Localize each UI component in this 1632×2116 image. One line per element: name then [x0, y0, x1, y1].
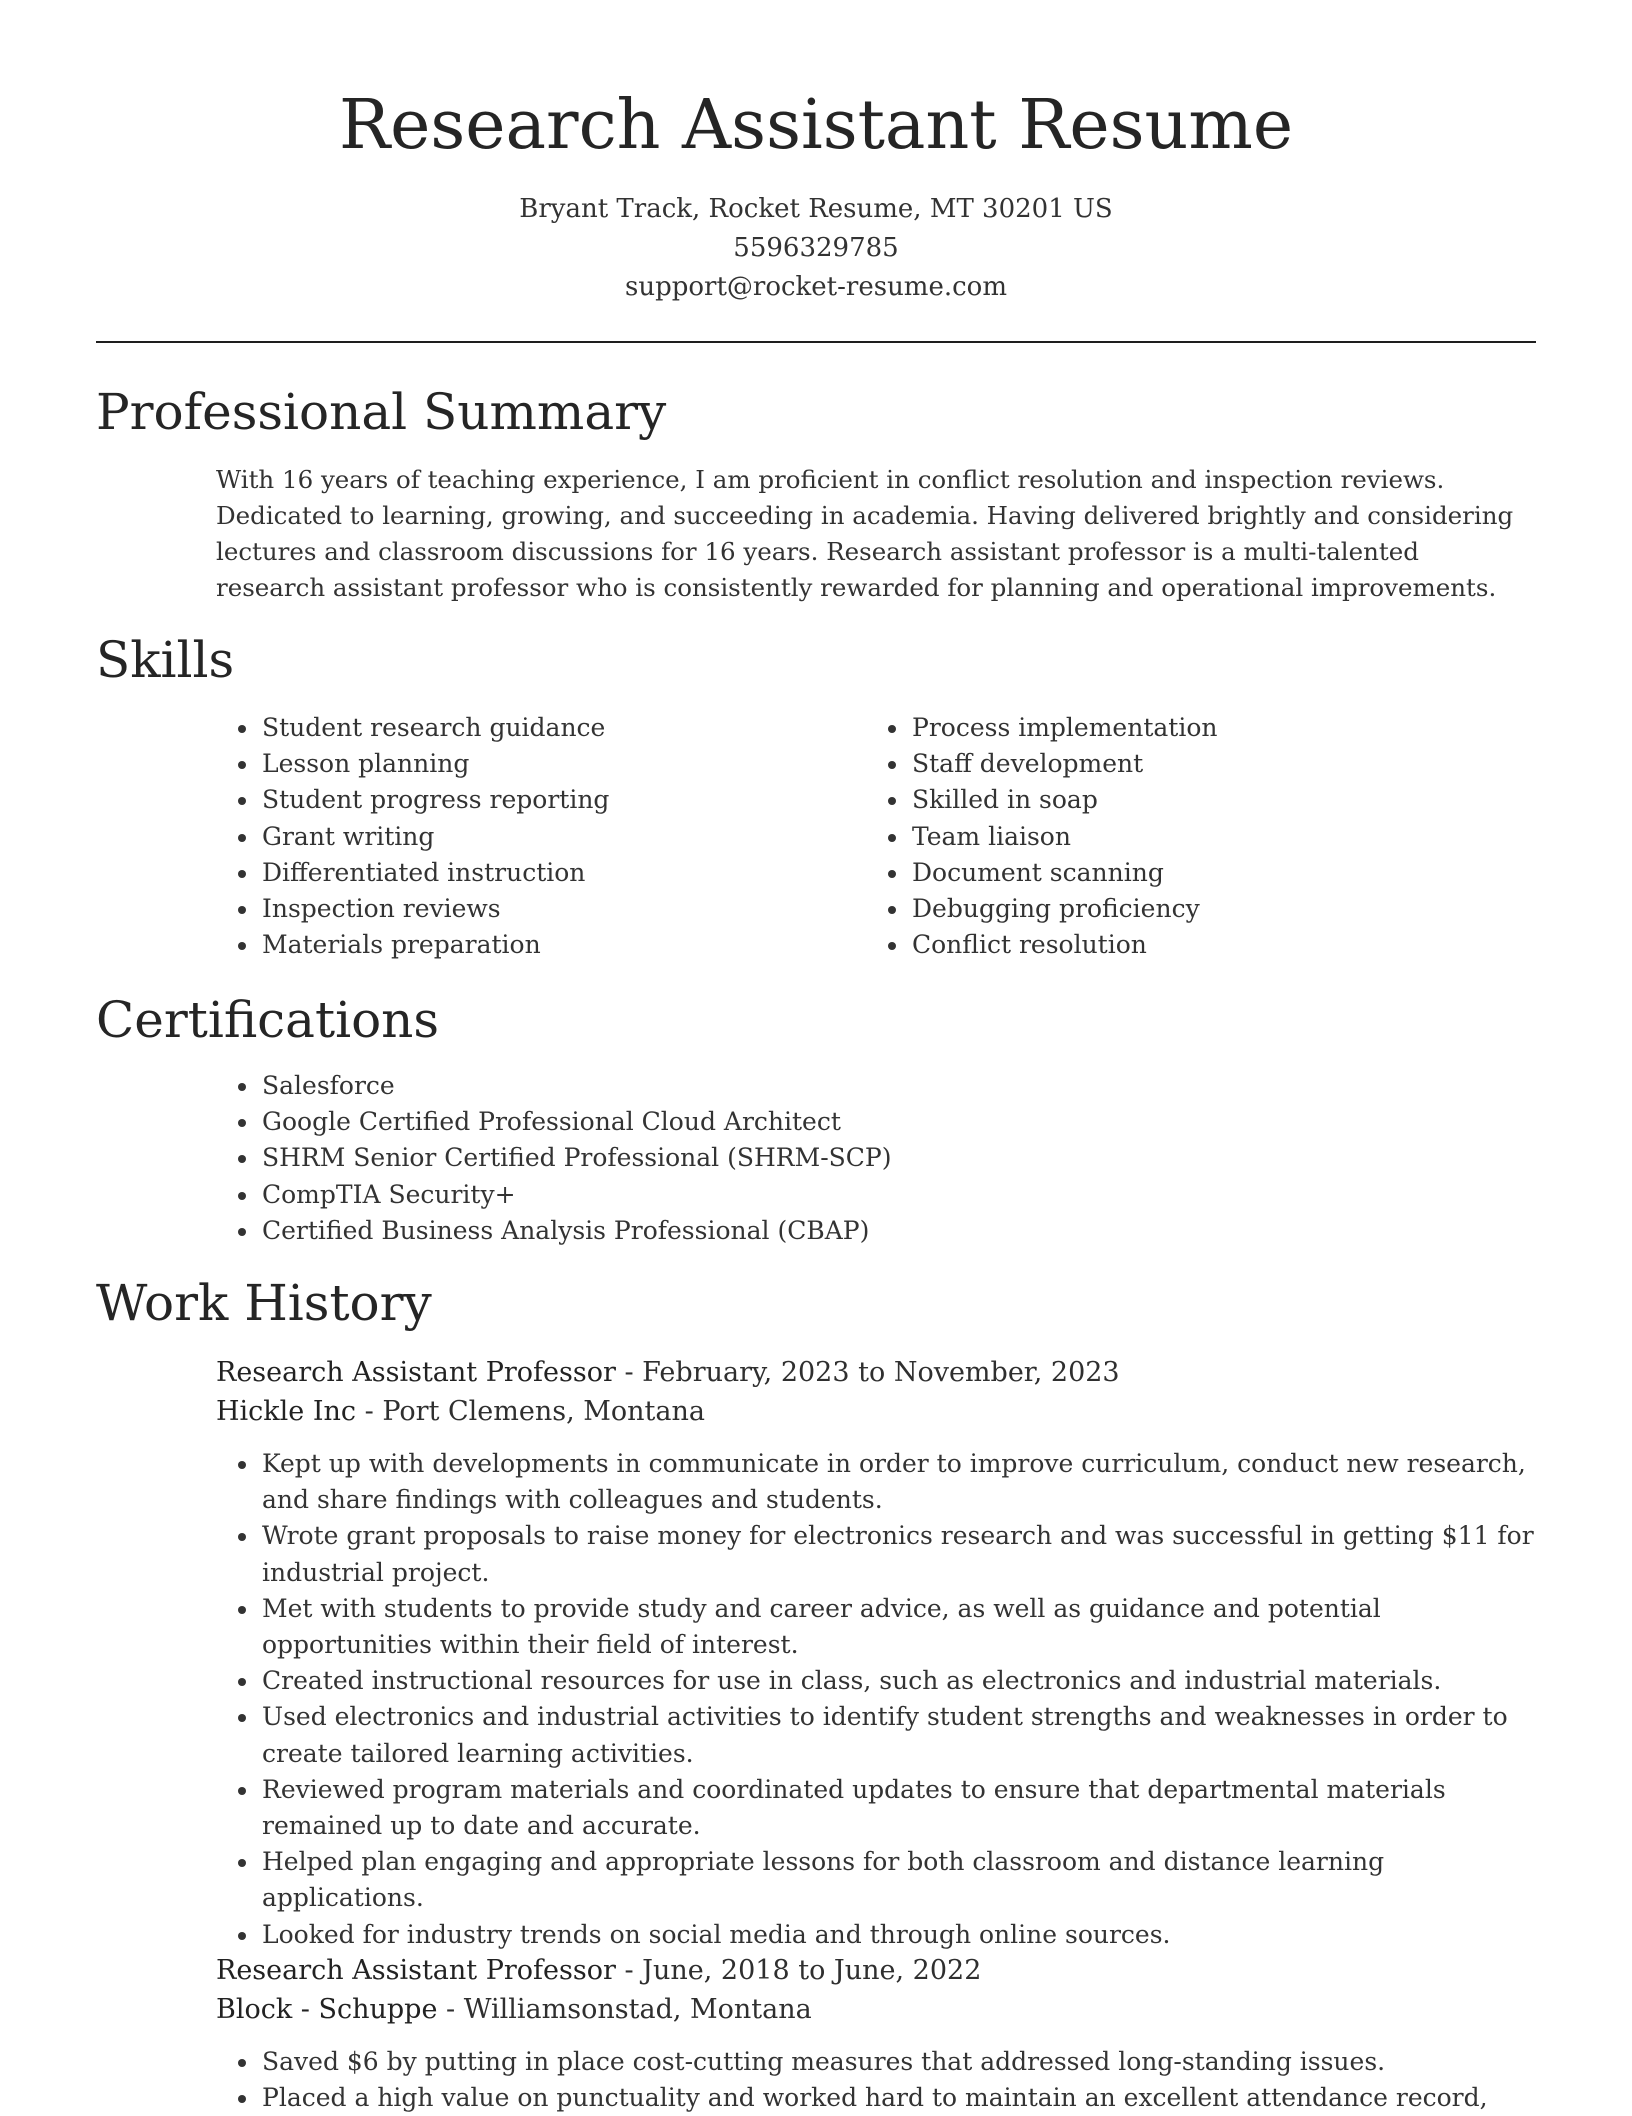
- skill-item: • Debugging proficiency: [910, 891, 1506, 927]
- contact-phone: 5596329785: [733, 233, 899, 263]
- certification-item: • Salesforce: [260, 1068, 1516, 1104]
- job-location: - Williamsonstad, Montana: [437, 1994, 812, 2025]
- job-title: Research Assistant Professor: [216, 1955, 616, 1986]
- certification-item: • Certified Business Analysis Professional (CBAP): [260, 1213, 1516, 1249]
- skill-item: • Grant writing: [260, 819, 816, 855]
- job-title-line: [216, 1951, 981, 1990]
- resume-title: Research Assistant Resume: [338, 86, 1294, 165]
- skill-item: • Materials preparation: [260, 927, 816, 963]
- resume-header: [0, 0, 1632, 307]
- job-location: - Port Clemens, Montana: [356, 1396, 705, 1427]
- skills-right-list: [866, 710, 1506, 963]
- job-dates: - June, 2018 to June, 2022: [615, 1955, 982, 1986]
- job-title-line: [216, 1353, 1120, 1392]
- responsibility-item: • Met with students to provide study and career advice, as well as guidance and potential opportunities within their field of interest.: [260, 1591, 1536, 1663]
- responsibility-item: • Kept up with developments in communicate in order to improve curriculum, conduct new research, and share findings with colleagues and students.: [260, 1446, 1536, 1518]
- certifications-list: [216, 1068, 1516, 1249]
- job-title: Research Assistant Professor: [216, 1357, 616, 1388]
- work-history-heading: Work History: [96, 1274, 432, 1332]
- responsibility-item: • Wrote grant proposals to raise money for electronics research and was successful in getting $11 for industrial project.: [260, 1518, 1536, 1590]
- skills-heading: Skills: [96, 631, 235, 689]
- job-2-header: [216, 1951, 981, 2029]
- certifications-heading: Certifications: [96, 991, 440, 1049]
- contact-email: support@rocket-resume.com: [624, 272, 1007, 302]
- responsibility-item: • Helped plan engaging and appropriate lessons for both classroom and distance learning applications.: [260, 1844, 1536, 1916]
- skill-item: • Conflict resolution: [910, 927, 1506, 963]
- skills-right-column: [866, 710, 1506, 963]
- responsibility-item: • Looked for industry trends on social media and through online sources.: [260, 1917, 1536, 1953]
- skill-item: • Skilled in soap: [910, 782, 1506, 818]
- job-1-bullets: [216, 1446, 1536, 1953]
- responsibility-item: • Reviewed program materials and coordinated updates to ensure that departmental materials remained up to date and accurate.: [260, 1772, 1536, 1844]
- job-1-responsibilities: [216, 1446, 1536, 1953]
- responsibility-item: • Created instructional resources for use in class, such as electronics and industrial materials.: [260, 1663, 1536, 1699]
- responsibility-item: • Saved $6 by putting in place cost-cutting measures that addressed long-standing issues.: [260, 2044, 1536, 2080]
- skill-item: • Staff development: [910, 746, 1506, 782]
- contact-address: Bryant Track, Rocket Resume, MT 30201 US: [519, 194, 1113, 224]
- skill-item: • Student progress reporting: [260, 782, 816, 818]
- certifications-column: [216, 1068, 1516, 1249]
- skills-left-list: [216, 710, 816, 963]
- contact-block: [0, 190, 1632, 307]
- certification-item: • Google Certified Professional Cloud Architect: [260, 1104, 1516, 1140]
- skill-item: • Differentiated instruction: [260, 855, 816, 891]
- certification-item: • SHRM Senior Certified Professional (SHRM-SCP): [260, 1140, 1516, 1176]
- certification-item: • CompTIA Security+: [260, 1177, 1516, 1213]
- skill-item: • Process implementation: [910, 710, 1506, 746]
- job-2-responsibilities: [216, 2044, 1536, 2116]
- header-divider: [96, 341, 1536, 343]
- job-2-bullets: [216, 2044, 1536, 2116]
- skill-item: • Document scanning: [910, 855, 1506, 891]
- skills-left-column: [216, 710, 816, 963]
- skill-item: • Team liaison: [910, 819, 1506, 855]
- job-dates: - February, 2023 to November, 2023: [615, 1357, 1120, 1388]
- responsibility-item: • Placed a high value on punctuality and worked hard to maintain an excellent attendance record,: [260, 2080, 1536, 2116]
- job-company-line: [216, 1392, 1120, 1431]
- job-company: Block - Schuppe: [216, 1994, 438, 2025]
- skill-item: • Lesson planning: [260, 746, 816, 782]
- skill-item: • Student research guidance: [260, 710, 816, 746]
- job-company-line: [216, 1990, 981, 2029]
- summary-heading: Professional Summary: [96, 383, 667, 441]
- job-company: Hickle Inc: [216, 1396, 357, 1427]
- summary-text: With 16 years of teaching experience, I am proficient in conflict resolution and inspection reviews. Dedicated to learning, growing, and succeeding in academia. Having delivered brightly and considering lectures and classroom discussions for 16 years. Research assistant professor is a multi-talented research assistant professor who is consistently rewarded for planning and operational improvements.: [216, 465, 1514, 602]
- skill-item: • Inspection reviews: [260, 891, 816, 927]
- responsibility-item: • Used electronics and industrial activities to identify student strengths and weaknesses in order to create tailored learning activities.: [260, 1699, 1536, 1771]
- job-1-header: [216, 1353, 1120, 1431]
